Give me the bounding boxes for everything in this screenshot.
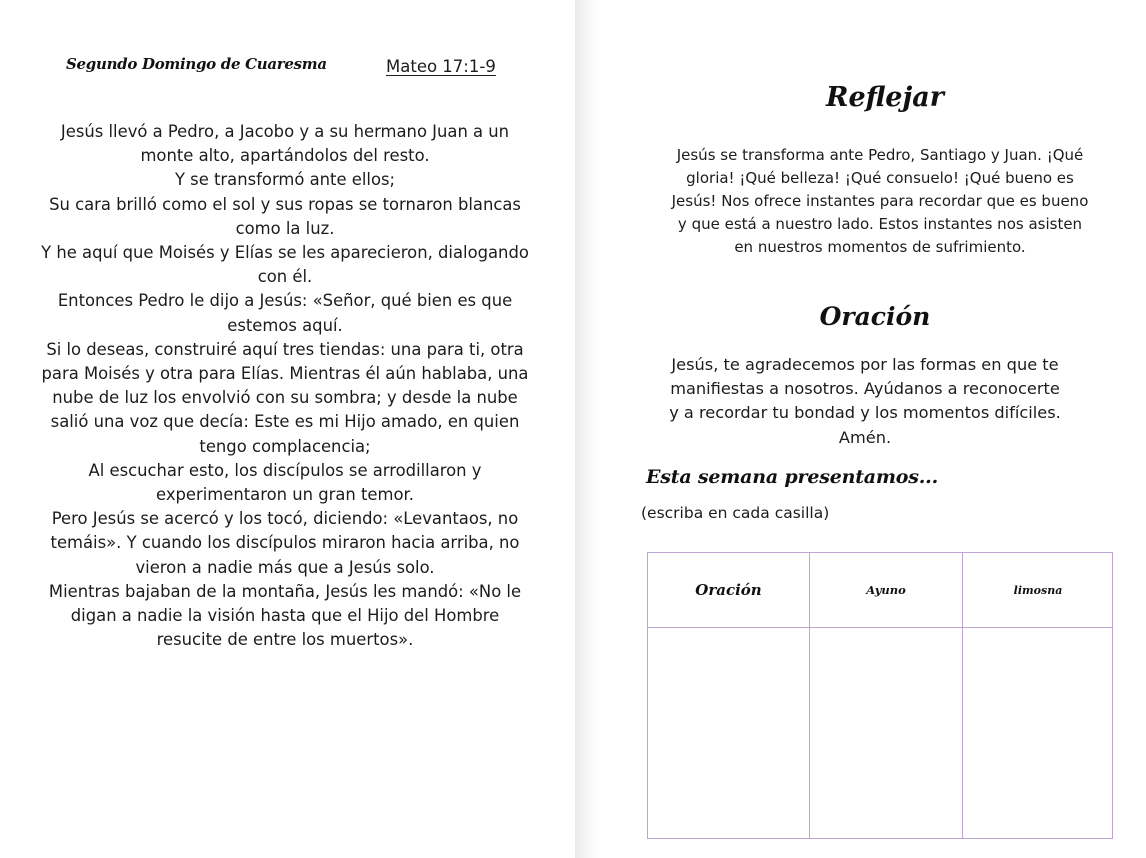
gospel-paragraph: Y se transformó ante ellos; xyxy=(174,170,396,190)
table-header-almsgiving xyxy=(963,553,1113,627)
reflect-heading: Reflejar xyxy=(826,82,944,113)
table-header-prayer xyxy=(648,553,809,627)
table-header-fasting xyxy=(810,553,962,627)
scripture-reference: Mateo 17:1-9 xyxy=(386,57,496,76)
gospel-paragraph: Si lo deseas, construiré aquí tres tiendas: una para ti, otra para Moisés y otra para Elías. Mientras él aún hablaba, una nube de luz los envolvió con su sombra; y desde la nube salió una voz que decía: Este es mi Hijo amado, en quien tengo complacencia; xyxy=(41,339,529,456)
gospel-text xyxy=(40,120,530,652)
prayer-heading: Oración xyxy=(819,302,931,331)
table-header-label: Ayuno xyxy=(866,583,906,597)
table-header-label: limosna xyxy=(1013,583,1063,597)
page-title: Segundo Domingo de Cuaresma xyxy=(66,55,327,73)
gospel-paragraph: Su cara brilló como el sol y sus ropas se tornaron blancas como la luz. xyxy=(49,194,521,238)
gospel-paragraph: Entonces Pedro le dijo a Jesús: «Señor, qué bien es que estemos aquí. xyxy=(57,291,513,335)
table-cell-almsgiving[interactable] xyxy=(963,628,1113,838)
table-header-label: Oración xyxy=(695,581,762,599)
right-page xyxy=(575,0,1146,858)
commitment-table xyxy=(647,552,1113,839)
gospel-paragraph: Y he aquí que Moisés y Elías se les aparecieron, dialogando con él. xyxy=(41,243,529,287)
table-cell-prayer[interactable] xyxy=(648,628,809,838)
prayer-text: Jesús, te agradecemos por las formas en que te manifiestas a nosotros. Ayúdanos a reconocerte y a recordar tu bondad y los momentos difíciles. Amén. xyxy=(669,355,1061,447)
gospel-paragraph: Pero Jesús se acercó y los tocó, diciendo: «Levantaos, no temáis». Y cuando los discípulos miraron hacia arriba, no vieron a nadie más que a Jesús solo. xyxy=(50,509,520,577)
week-instructions: (escriba en cada casilla) xyxy=(641,504,830,522)
gospel-paragraph: Al escuchar esto, los discípulos se arrodillaron y experimentaron un gran temor. xyxy=(88,460,482,505)
reflect-text: Jesús se transforma ante Pedro, Santiago y Juan. ¡Qué gloria! ¡Qué belleza! ¡Qué consuelo! ¡Qué bueno es Jesús! Nos ofrece instantes para recordar que es bueno y que está a nuestro lado. Estos instantes nos asisten en nuestros momentos de sufrimiento. xyxy=(671,146,1089,256)
gospel-paragraph: Mientras bajaban de la montaña, Jesús les mandó: «No le digan a nadie la visión hasta que el Hijo del Hombre resucite de entre los muertos». xyxy=(48,581,522,650)
week-heading: Esta semana presentamos... xyxy=(646,466,939,488)
table-cell-fasting[interactable] xyxy=(810,628,962,838)
gospel-paragraph: Jesús llevó a Pedro, a Jacobo y a su hermano Juan a un monte alto, apartándolos del resto. xyxy=(60,122,510,166)
